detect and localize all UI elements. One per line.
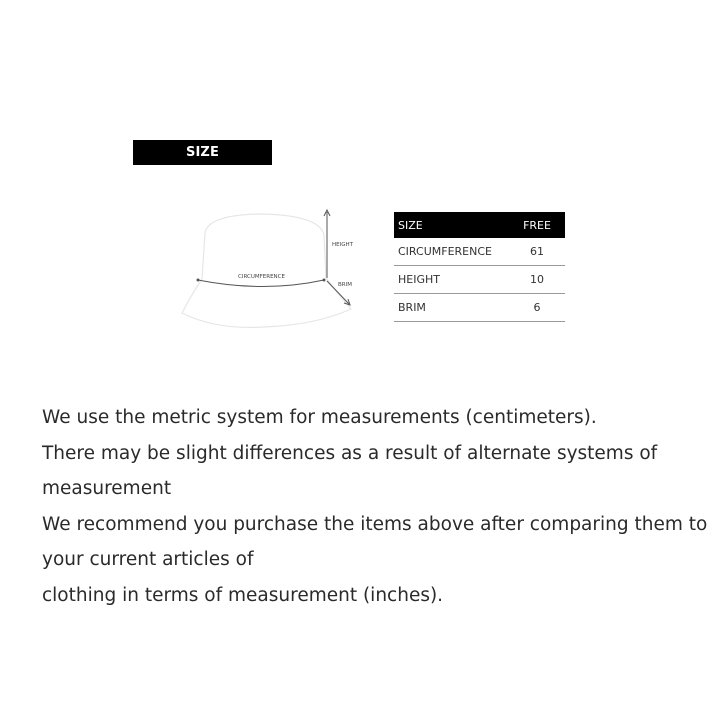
note-line: your current articles of (42, 549, 254, 570)
note-line: We use the metric system for measurements (centimeters). (42, 407, 597, 428)
table-row (394, 238, 565, 266)
note-line: clothing in terms of measurement (inches). (42, 584, 444, 606)
table-row (394, 266, 565, 294)
row-label: HEIGHT (398, 273, 440, 286)
note-line: There may be slight differences as a result of alternate systems of (42, 442, 658, 464)
table-row (394, 294, 565, 322)
row-label: BRIM (398, 301, 426, 314)
circumference-label: CIRCUMFERENCE (238, 274, 285, 280)
note-line: We recommend you purchase the items above after comparing them to (42, 513, 708, 535)
hat-crown-outline (202, 214, 326, 279)
height-label: HEIGHT (332, 242, 353, 248)
row-value: 6 (533, 301, 541, 314)
bucket-hat-diagram (176, 205, 366, 335)
circumference-line (198, 280, 324, 287)
row-value: 10 (530, 273, 544, 286)
size-information-title: SIZE INFORMATION (133, 140, 272, 165)
row-value: 61 (530, 245, 544, 258)
size-table (394, 212, 565, 322)
brim-label: BRIM (338, 282, 352, 288)
size-table-header (394, 212, 565, 238)
row-label: CIRCUMFERENCE (398, 245, 492, 258)
note-line: measurement (42, 478, 172, 499)
measurement-notes (42, 400, 708, 613)
header-size-label: SIZE (398, 218, 423, 232)
header-free-label: FREE (523, 218, 551, 232)
hat-brim-outline (182, 278, 351, 327)
